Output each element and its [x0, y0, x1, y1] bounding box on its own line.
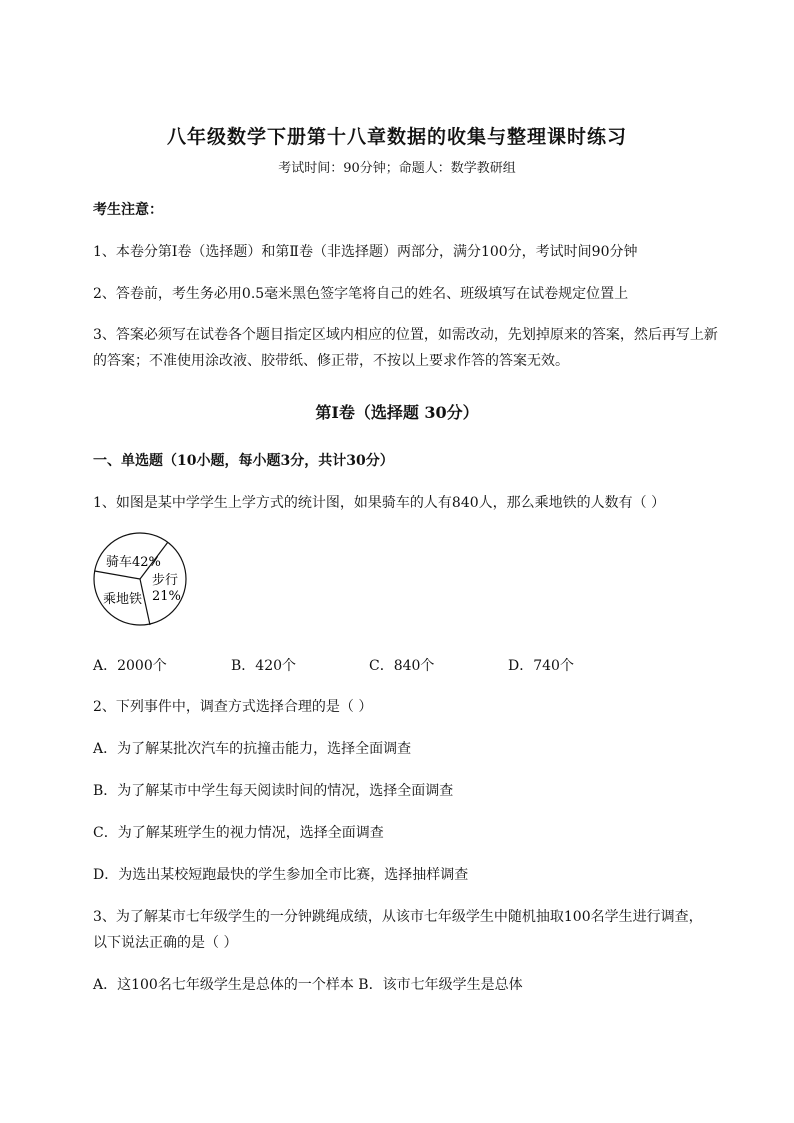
question-2-option-d: D．为选出某校短跑最快的学生参加全市比赛，选择抽样调查	[93, 867, 469, 883]
question-1-stem: 1、如图是某中学学生上学方式的统计图，如果骑车的人有840人，那么乘地铁的人数有（ ）	[93, 495, 666, 511]
slice-label-walk: 步行	[152, 573, 179, 588]
question-1-option-b: B．420个	[231, 658, 297, 674]
section-title: 第I卷（选择题 30分）	[315, 403, 479, 422]
question-1-option-d: D．740个	[508, 658, 574, 674]
notice-item-3-line-1: 3、答案必须写在试卷各个题目指定区域内相应的位置，如需改动，先划掉原来的答案，然后再写上新	[93, 327, 718, 343]
question-3-stem-line-2: 以下说法正确的是（ ）	[93, 935, 238, 951]
question-2-option-a: A．为了解某批次汽车的抗撞击能力，选择全面调查	[93, 741, 412, 757]
notice-item-1: 1、本卷分第I卷（选择题）和第Ⅱ卷（非选择题）两部分，满分100分，考试时间90分钟	[93, 244, 638, 260]
exam-info: 考试时间：90分钟；命题人：数学教研组	[278, 161, 516, 176]
notice-heading: 考生注意：	[93, 202, 163, 218]
slice-label-walk-percent: 21%	[152, 589, 181, 604]
notice-item-2: 2、答卷前，考生务必用0.5毫米黑色签字笔将自己的姓名、班级填写在试卷规定位置上	[93, 286, 629, 302]
question-2-option-c: C．为了解某班学生的视力情况，选择全面调查	[93, 825, 384, 841]
question-1-option-a: A．2000个	[93, 658, 167, 674]
pie-divider-left	[95, 571, 140, 579]
question-1-option-c: C．840个	[369, 658, 435, 674]
pie-chart	[88, 530, 208, 640]
question-2-stem: 2、下列事件中，调查方式选择合理的是（ ）	[93, 699, 373, 715]
slice-label-bike: 骑车42%	[106, 555, 161, 570]
part-title: 一、单选题（10小题，每小题3分，共计30分）	[93, 453, 394, 469]
question-3-options-ab: A．这100名七年级学生是总体的一个样本 B．该市七年级学生是总体	[93, 977, 523, 993]
question-2-option-b: B．为了解某市中学生每天阅读时间的情况，选择全面调查	[93, 783, 454, 799]
page-title: 八年级数学下册第十八章数据的收集与整理课时练习	[166, 126, 627, 148]
question-3-stem-line-1: 3、为了解某市七年级学生的一分钟跳绳成绩，从该市七年级学生中随机抽取100名学生进行调查，	[93, 909, 703, 925]
slice-label-subway: 乘地铁	[103, 592, 143, 607]
notice-item-3-line-2: 的答案；不准使用涂改液、胶带纸、修正带，不按以上要求作答的答案无效。	[93, 353, 569, 369]
